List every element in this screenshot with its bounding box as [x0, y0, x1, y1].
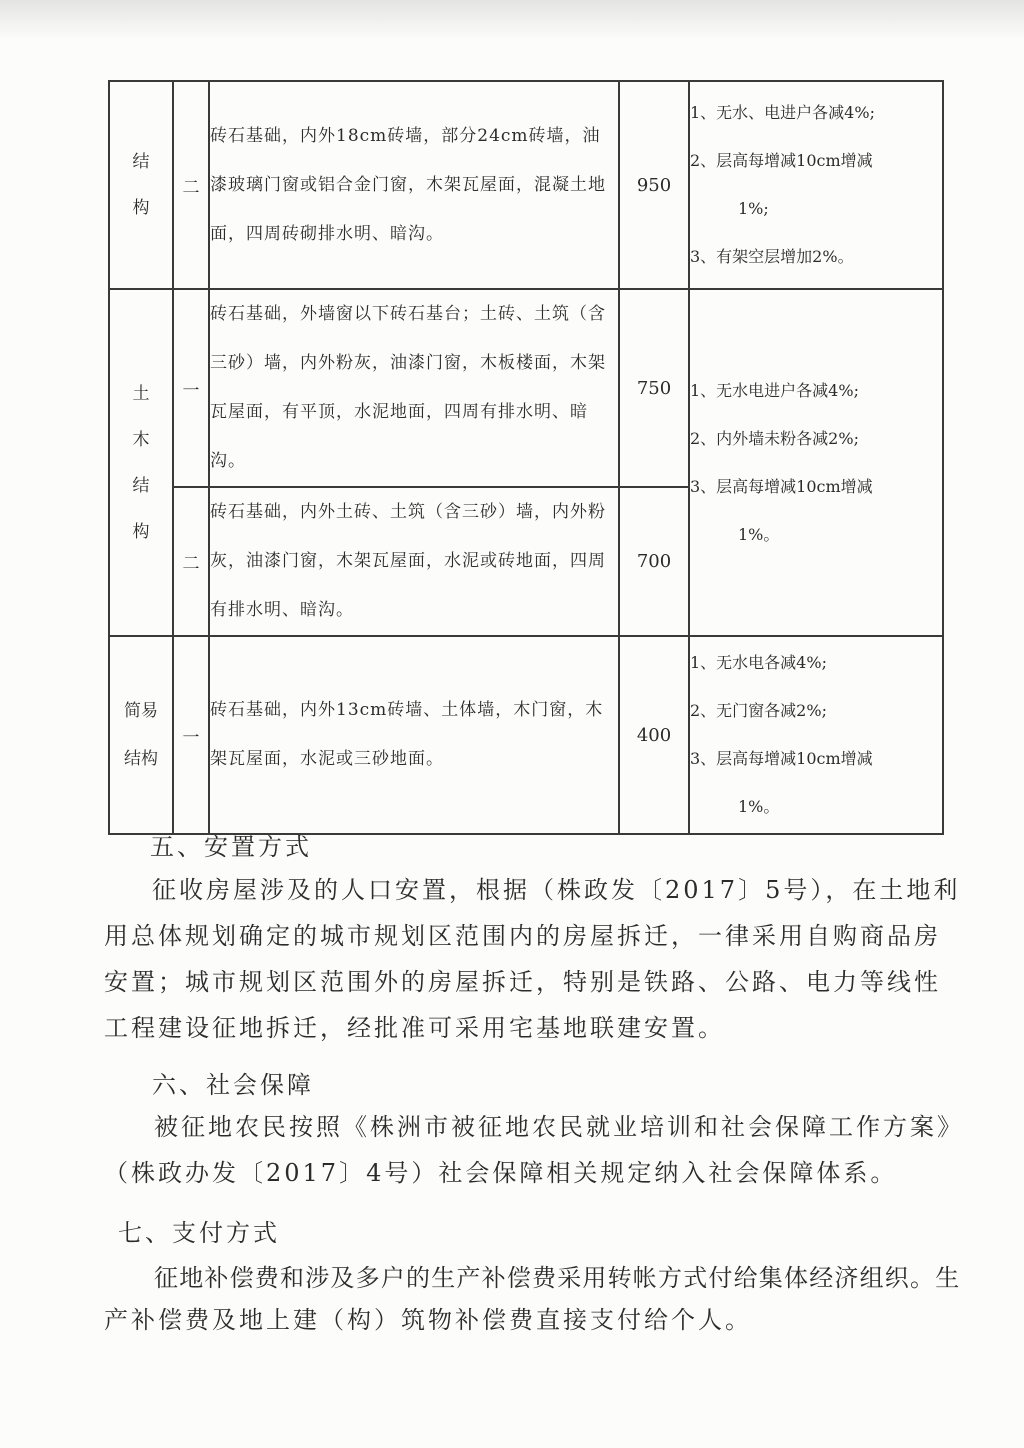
paragraph-line: 征收房屋涉及的人口安置，根据（株政发〔2017〕5号），在土地利	[152, 876, 961, 904]
grade-cell: 一	[173, 289, 209, 487]
table-row	[109, 81, 943, 289]
table-row	[109, 636, 943, 834]
description-cell: 砖石基础，内外18cm砖墙，部分24cm砖墙，油漆玻璃门窗或铝合金门窗，木架瓦屋面，混凝土地面，四周砖砌排水明、暗沟。	[209, 81, 619, 289]
description-cell: 砖石基础，内外土砖、土筑（含三砂）墙，内外粉灰，油漆门窗，木架瓦屋面，水泥或砖地面，四周有排水明、暗沟。	[209, 487, 619, 636]
grade-cell: 二	[173, 81, 209, 289]
price-cell: 700	[619, 487, 689, 636]
section-heading: 六、社会保障	[152, 1071, 314, 1099]
price-cell: 400	[619, 636, 689, 834]
paragraph-line: 用总体规划确定的城市规划区范围内的房屋拆迁，一律采用自购商品房	[104, 922, 941, 950]
paragraph-line: 征地补偿费和涉及多户的生产补偿费采用转帐方式付给集体经济组织。生	[154, 1264, 961, 1292]
description-cell: 砖石基础，内外13cm砖墙、土体墙，木门窗，木架瓦屋面，水泥或三砂地面。	[209, 636, 619, 834]
price-table	[108, 80, 944, 835]
table-row	[109, 289, 943, 487]
section-heading: 五、安置方式	[150, 833, 312, 861]
category-cell: 结 构	[109, 81, 173, 289]
adjustment-cell: 1、无水电进户各减4%; 2、内外墙未粉各减2%; 3、层高每增减10cm增减 1%。	[689, 289, 943, 636]
paragraph-line: 安置；城市规划区范围外的房屋拆迁，特别是铁路、公路、电力等线性	[104, 968, 941, 996]
category-cell: 土 木 结 构	[109, 289, 173, 636]
scan-shadow	[0, 0, 1024, 40]
paragraph-line: 被征地农民按照《株洲市被征地农民就业培训和社会保障工作方案》	[154, 1113, 964, 1141]
grade-cell: 二	[173, 487, 209, 636]
adjustment-cell: 1、无水电各减4%; 2、无门窗各减2%; 3、层高每增减10cm增减 1%。	[689, 636, 943, 834]
adjustment-cell: 1、无水、电进户各减4%; 2、层高每增减10cm增减 1%; 3、有架空层增加2%。	[689, 81, 943, 289]
price-cell: 750	[619, 289, 689, 487]
paragraph-line: 产补偿费及地上建（构）筑物补偿费直接支付给个人。	[104, 1306, 752, 1334]
grade-cell: 一	[173, 636, 209, 834]
paragraph-line: 工程建设征地拆迁，经批准可采用宅基地联建安置。	[104, 1014, 725, 1042]
section-heading: 七、支付方式	[118, 1219, 280, 1247]
price-cell: 950	[619, 81, 689, 289]
description-cell: 砖石基础，外墙窗以下砖石基台；土砖、土筑（含三砂）墙，内外粉灰，油漆门窗，木板楼面，木架瓦屋面，有平顶，水泥地面，四周有排水明、暗沟。	[209, 289, 619, 487]
category-cell: 简易 结构	[109, 636, 173, 834]
paragraph-line: （株政办发〔2017〕4号）社会保障相关规定纳入社会保障体系。	[104, 1159, 898, 1187]
